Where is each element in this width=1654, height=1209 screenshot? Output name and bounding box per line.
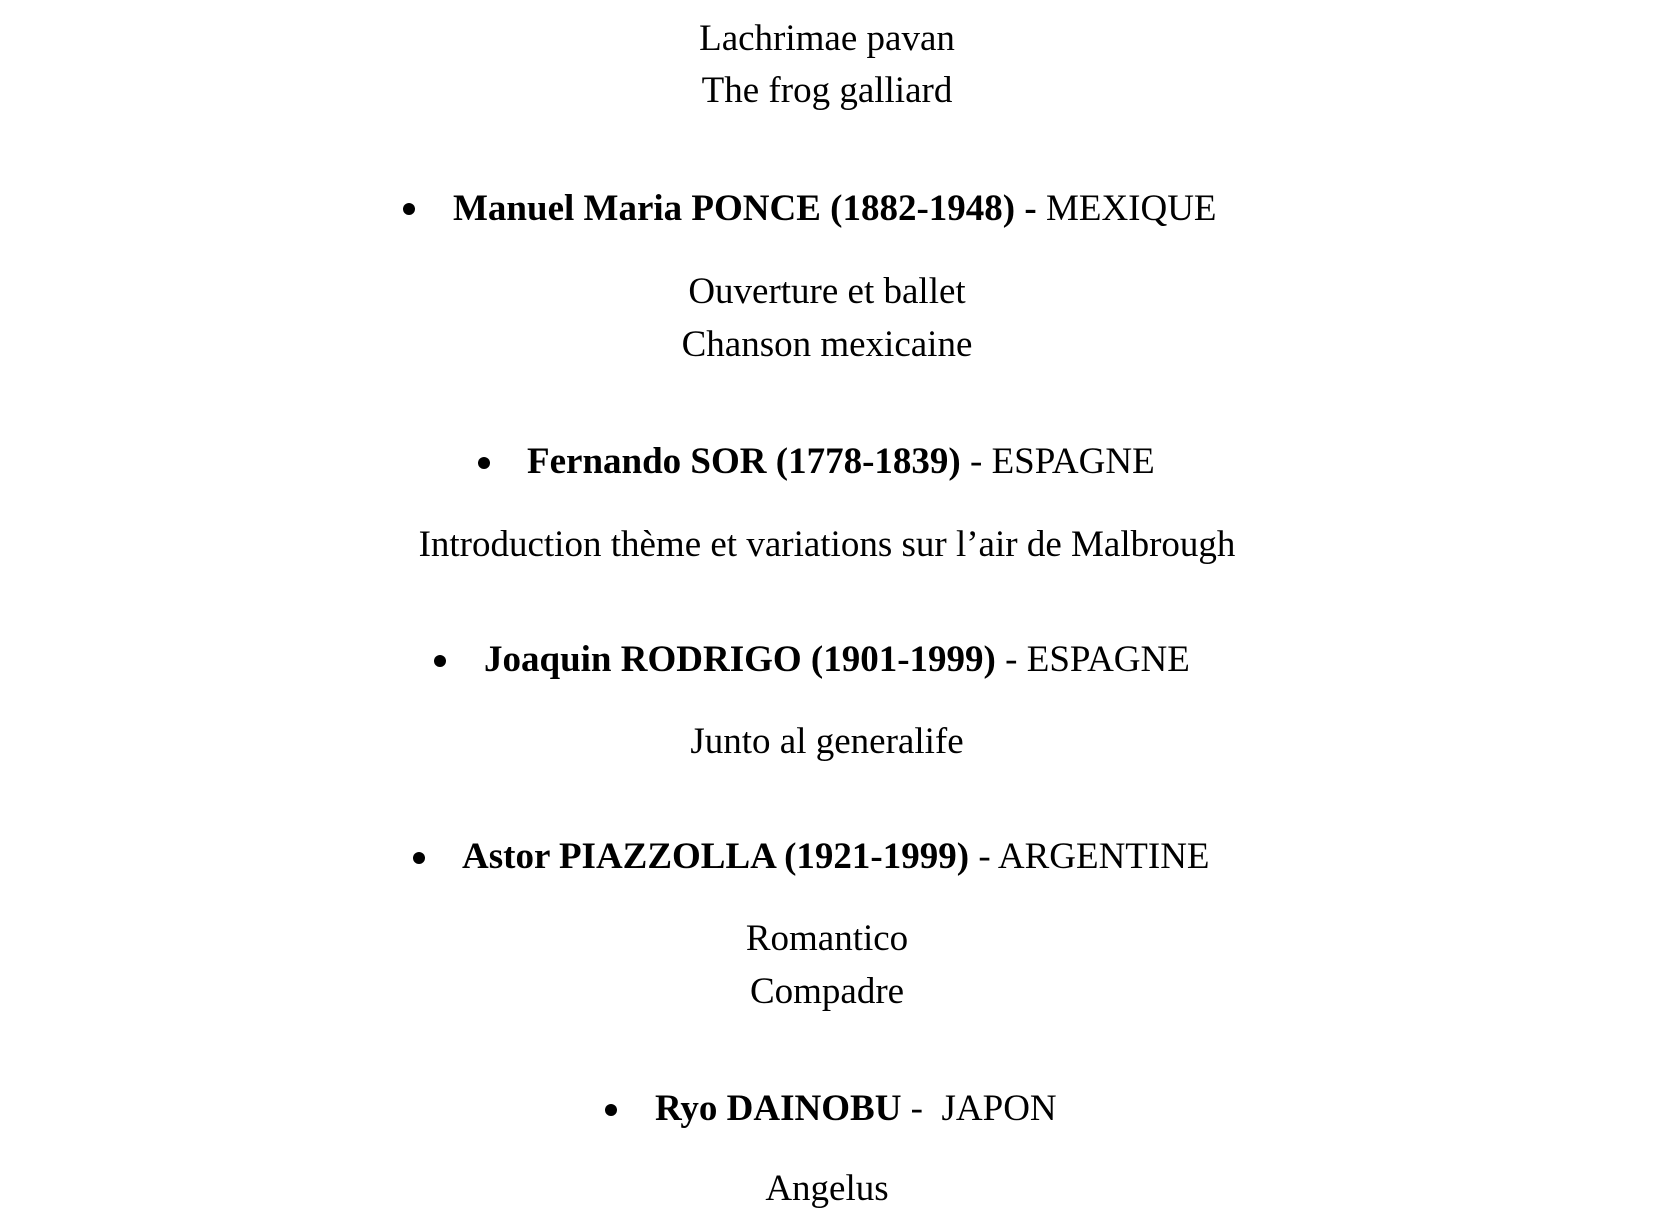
composer-country: JAPON [941, 1088, 1057, 1129]
bullet-icon [434, 655, 446, 667]
composer-name: Ryo DAINOBU [655, 1088, 902, 1129]
composer-country: ESPAGNE [991, 441, 1155, 482]
composer-heading [655, 1090, 1057, 1127]
composer-heading [527, 443, 1155, 480]
composer-separator: - [969, 836, 998, 877]
bullet-icon [403, 203, 415, 215]
piece-title: Chanson mexicaine [681, 324, 973, 365]
bullet-icon [605, 1104, 617, 1116]
bullet-icon [478, 457, 490, 469]
piece-title: Angelus [765, 1168, 889, 1209]
composer-heading [484, 641, 1190, 678]
composer-heading [462, 838, 1210, 875]
piece-title: Ouverture et ballet [688, 271, 966, 312]
composer-country: MEXIQUE [1045, 188, 1217, 229]
composer-name: Fernando SOR (1778-1839) [527, 441, 961, 482]
piece-title: Compadre [749, 971, 905, 1012]
composer-name: Manuel Maria PONCE (1882-1948) [453, 188, 1016, 229]
composer-separator: - [1015, 188, 1046, 229]
piece-title: The frog galliard [701, 70, 953, 111]
piece-title: Junto al generalife [690, 721, 964, 762]
composer-name: Astor PIAZZOLLA (1921-1999) [462, 836, 970, 877]
composer-separator: - [995, 639, 1027, 680]
composer-name: Joaquin RODRIGO (1901-1999) [484, 639, 996, 680]
piece-title: Introduction thème et variations sur l’air de Malbrough [418, 524, 1236, 565]
piece-title: Romantico [745, 918, 909, 959]
composer-country: ESPAGNE [1026, 639, 1190, 680]
composer-separator: - [901, 1088, 942, 1129]
composer-separator: - [960, 441, 992, 482]
composer-heading [453, 190, 1217, 227]
piece-title: Lachrimae pavan [699, 18, 955, 59]
composer-country: ARGENTINE [997, 836, 1210, 877]
bullet-icon [413, 852, 425, 864]
